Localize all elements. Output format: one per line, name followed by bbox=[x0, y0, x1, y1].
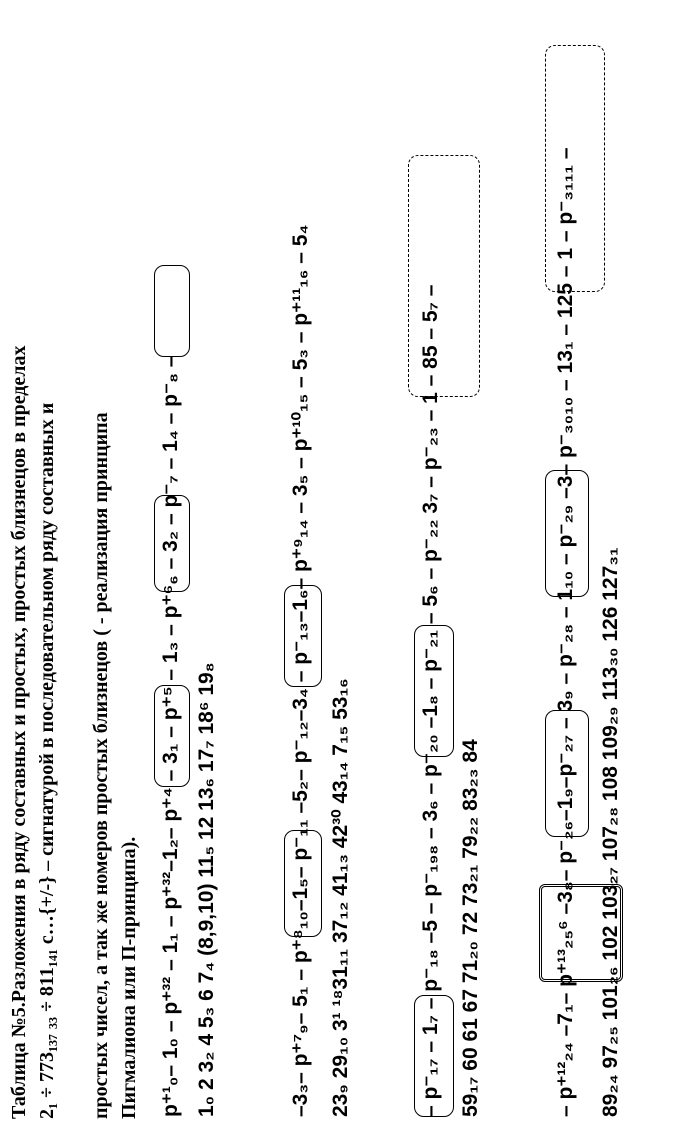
row-1-top: p⁺¹₀– 1₀ – p⁺³² – 1₁ – p⁺³²–1₂– p⁺⁴ – 3₁ – p⁺⁵ – 1₃ – p⁺⁶₆ – 3₂ – p⁻₇ – 1₄ – p⁻₈ – bbox=[159, 355, 182, 1117]
row-2-top: –3₃– p⁺⁷₉– 5₁ – p⁺⁸₁₀–1₅– p⁻₁₁ –5₂– p⁻₁₂–3₄ – p⁻₁₃–1₆– p⁺⁹₁₄ – 3₅ – p⁺¹⁰₁₅ – 5₃ – p⁺¹¹₁₆ – 5₄ bbox=[289, 224, 312, 1117]
dashed-box-p23-85 bbox=[408, 155, 480, 397]
row-3 bbox=[420, 0, 480, 1137]
box-p5-p6 bbox=[154, 495, 190, 592]
row-2-bottom: 23₉ 29₁₀ 3¹ ¹⁸31₁₁ 37₁₂ 41₁₃ 42³⁰ 43₁₄ 7₁₅ 53₁₆ bbox=[329, 678, 352, 1117]
row-3-top: – p⁻₁₇ – 1₇ – p⁻₁₈ –5 – p⁻₁₉₈ – 3₆ – p⁻₂₀ –1₈ – p⁻₂₁ – 5₆ – p⁻₂₂ 3₇ – p⁻₂₃ – 1 – 85 – 5₇ – bbox=[419, 284, 442, 1117]
caption-line-3: простых чисел, а так же номеров простых близнецов ( - реализация принципа bbox=[90, 412, 112, 1119]
box-p20-p21 bbox=[414, 625, 454, 757]
caption-line-2: 2₁ ÷ 773₁₃₇ ₃₃ ÷ 811₁₄₁ с…{+/-} – сигнатурой в последовательном ряду составных и bbox=[36, 402, 58, 1119]
row-1 bbox=[160, 0, 220, 1137]
caption-line-1: Таблица №5.Разложения в ряду составных и простых, простых близнецов в пределах bbox=[8, 345, 30, 1119]
box-p7-p8 bbox=[154, 265, 190, 357]
box-p10-p11 bbox=[284, 830, 322, 937]
caption-line-4: Пигмалиона или П-принципа). bbox=[118, 836, 140, 1119]
box-p26-p27 bbox=[545, 710, 589, 837]
row-2 bbox=[290, 0, 350, 1137]
row-3-bottom: 59₁₇ 60 61 67 71₂₀ 72 73₂₁ 79₂₂ 83₂₃ 84 bbox=[459, 739, 482, 1117]
box-p17-p18 bbox=[414, 995, 454, 1117]
row-4 bbox=[554, 0, 622, 1137]
box-p28-p29 bbox=[545, 470, 589, 597]
row-4-bottom: 89₂₄ 97₂₅ 101₂₆ 102 103₂₇ 107₂₈ 108 109₂₉ 113₃₀ 126 127₃₁ bbox=[599, 547, 622, 1117]
double-box-p25 bbox=[539, 884, 623, 982]
row-1-bottom: 1₀ 2 3₂ 4 5₃ 6 7₄ (8,9,10) 11₅ 12 13₆ 17₇ 18⁶ 19₈ bbox=[195, 662, 218, 1117]
row-4-top: – p⁺¹²₂₄ –7₁– p⁺¹³₂₅⁶ –3₈– p⁻₂₆–1₉–p⁻₂₇ – 3₉ – p⁻₂₈ – 1₁₀ – p⁻₂₉ –3– p⁻₃₀₁₀ – 13₁ – 125 – 1 – p⁻₃₁₁₁ – bbox=[554, 147, 577, 1117]
box-p32-p4 bbox=[154, 685, 190, 787]
dashed-box-13-p31 bbox=[545, 45, 605, 292]
box-p13-p14 bbox=[284, 585, 322, 687]
